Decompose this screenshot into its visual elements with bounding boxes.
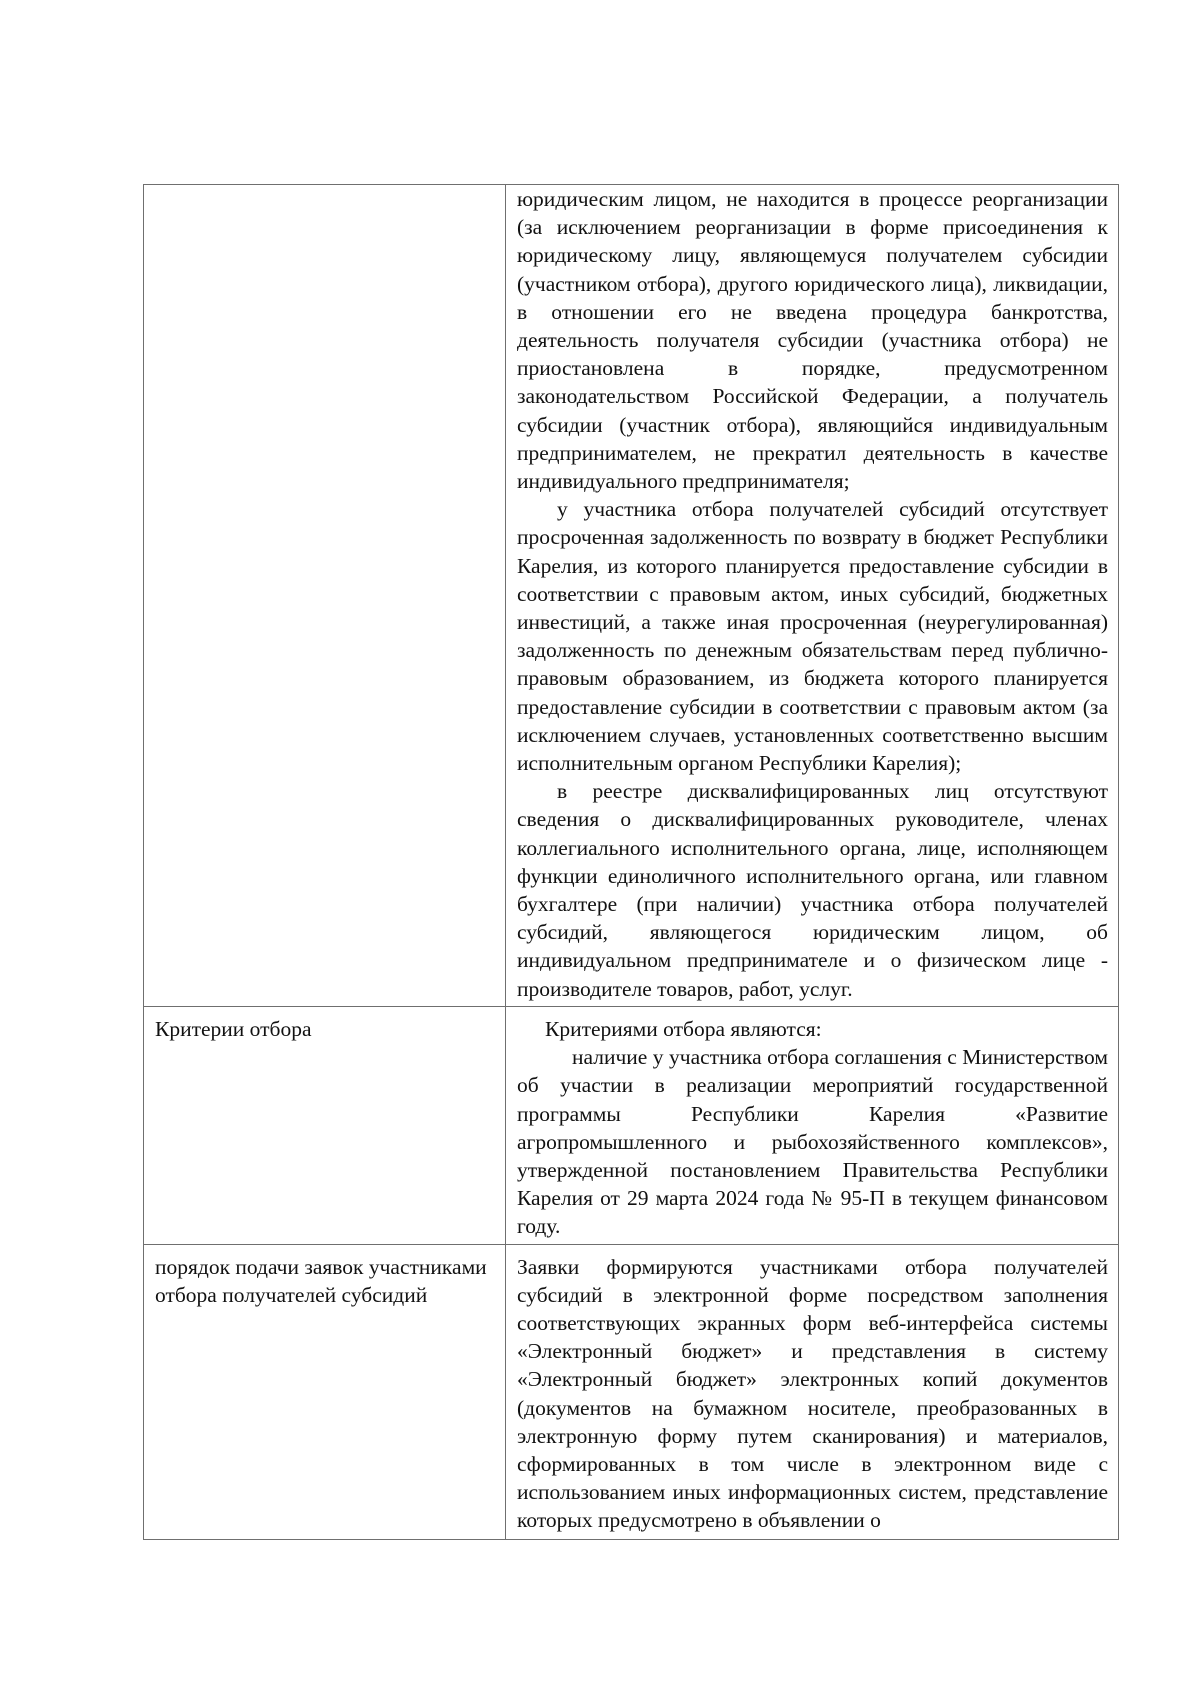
row-label-application-procedure: порядок подачи заявок участниками отбора получателей субсидий [144,1244,506,1539]
table-row-selection-criteria [144,1006,1119,1244]
table-row-participant-requirements [144,185,1119,1007]
application-procedure-paragraph: Заявки формируются участниками отбора получателей субсидий в электронной форме посредством заполнения соответствующих экранных форм веб-интерфейса системы «Электронный бюджет» и представления в систему «Электронный бюджет» электронных копий документов (документов на бумажном носителе, преобразованных в электронную форму путем сканирования) и материалов, сформированных в том числе в электронном виде с использованием иных информационных систем, представление которых предусмотрено в объявлении о [517,1254,1108,1533]
row-content-cell [506,185,1119,1007]
criteria-intro-paragraph: Критериями отбора являются: [545,1016,822,1041]
requirement-paragraph-no-debt: у участника отбора получателей субсидий отсутствует просроченная задолженность по возврату в бюджет Республики Карелия, из которого планируется предоставление субсидии в соответствии с правовым актом, иных субсидий, бюджетных инвестиций, а также иная просроченная (неурегулированная) задолженность по денежным обязательствам перед публично-правовым образованием, из бюджета которого планируется предоставление субсидии в соответствии с правовым актом (за исключением случаев, установленных соответственно высшим исполнительным органом Республики Карелия); [517,497,1108,776]
row-label-selection-criteria: Критерии отбора [144,1006,506,1244]
table-row-application-procedure [144,1244,1119,1539]
row-label-cell [144,185,506,1007]
row-content-cell [506,1244,1119,1539]
requirement-paragraph-legal-status: юридическим лицом, не находится в процессе реорганизации (за исключением реорганизации в форме присоединения к юридическому лицу, являющемуся получателем субсидии (участником отбора), другого юридического лица), ликвидации, в отношении его не введена процедура банкротства, деятельность получателя субсидии (участника отбора) не приостановлена в порядке, предусмотренном законодательством Российской Федерации, а получатель субсидии (участник отбора), являющийся индивидуальным предпринимателем, не прекратил деятельность в качестве индивидуального предпринимателя; [517,187,1108,494]
requirement-paragraph-disqualified-registry: в реестре дисквалифицированных лиц отсутствуют сведения о дисквалифицированных руководителе, членах коллегиального исполнительного органа, лице, исполняющем функции единоличного исполнительного органа, или главном бухгалтере (при наличии) участника отбора получателей субсидий, являющегося юридическим лицом, об индивидуальном предпринимателе и о физическом лице - производителе товаров, работ, услуг. [517,779,1108,1001]
criteria-agreement-paragraph: наличие у участника отбора соглашения с Министерством об участии в реализации мероприятий государственной программы Республики Карелия «Развитие агропромышленного и рыбохозяйственного комплексов», утвержденной постановлением Правительства Республики Карелия от 29 марта 2024 года № 95-П в текущем финансовом году. [517,1045,1108,1239]
document-table [143,184,1119,1540]
row-content-cell [506,1006,1119,1244]
